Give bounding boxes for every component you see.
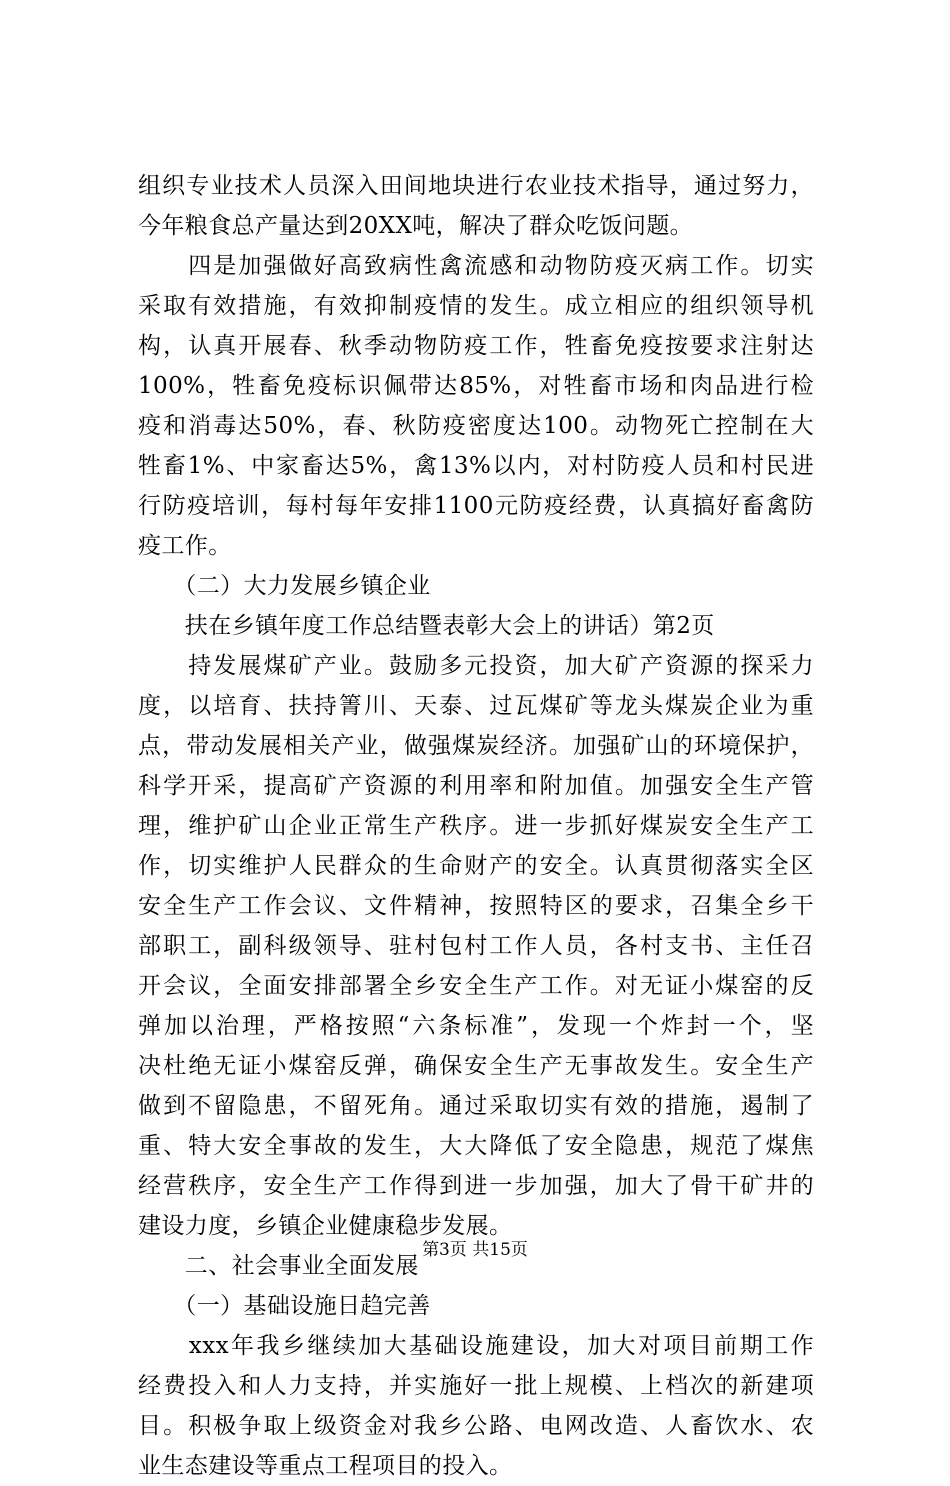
page-footer: 第3页 共15页 xyxy=(422,1240,528,1260)
text-line: 扶在乡镇年度工作总结暨表彰大会上的讲话）第2页 xyxy=(138,613,715,639)
text-line: 100%，牲畜免疫标识佩带达85%，对牲畜市场和肉品进行检 xyxy=(138,373,814,399)
text-line: 采取有效措施，有效抑制疫情的发生。成立相应的组织领导机 xyxy=(138,293,814,319)
text-line: 重、特大安全事故的发生，大大降低了安全隐患，规范了煤焦 xyxy=(138,1133,814,1159)
text-line: 安全生产工作会议、文件精神，按照特区的要求，召集全乡干 xyxy=(138,893,814,919)
text-line: 四是加强做好高致病性禽流感和动物防疫灭病工作。切实 xyxy=(138,253,814,279)
text-line: 弹加以治理，严格按照“六条标准”，发现一个炸封一个，坚 xyxy=(138,1013,814,1039)
text-line: 牲畜1%、中家畜达5%，禽13%以内，对村防疫人员和村民进 xyxy=(138,453,814,479)
text-line: 经费投入和人力支持，并实施好一批上规模、上档次的新建项 xyxy=(138,1373,814,1399)
text-line: 科学开采，提高矿产资源的利用率和附加值。加强安全生产管 xyxy=(138,773,814,799)
text-line: 部职工，副科级领导、驻村包村工作人员，各村支书、主任召 xyxy=(138,933,814,959)
text-line: （二）大力发展乡镇企业 xyxy=(138,573,431,599)
text-line: 业生态建设等重点工程项目的投入。 xyxy=(138,1453,513,1479)
text-line: 点，带动发展相关产业，做强煤炭经济。加强矿山的环境保护， xyxy=(138,733,814,759)
text-line: 持发展煤矿产业。鼓励多元投资，加大矿产资源的探采力 xyxy=(138,653,814,679)
text-line: 做到不留隐患，不留死角。通过采取切实有效的措施，遏制了 xyxy=(138,1093,814,1119)
text-line: 目。积极争取上级资金对我乡公路、电网改造、人畜饮水、农 xyxy=(138,1413,814,1439)
text-line: 组织专业技术人员深入田间地块进行农业技术指导，通过努力， xyxy=(138,173,814,199)
text-line: 开会议，全面安排部署全乡安全生产工作。对无证小煤窑的反 xyxy=(138,973,814,999)
text-line: 作，切实维护人民群众的生命财产的安全。认真贯彻落实全区 xyxy=(138,853,814,879)
text-line: 二、社会事业全面发展 xyxy=(138,1253,419,1279)
text-line: 决杜绝无证小煤窑反弹，确保安全生产无事故发生。安全生产 xyxy=(138,1053,814,1079)
text-line: 疫工作。 xyxy=(138,533,232,559)
text-line: 建设力度，乡镇企业健康稳步发展。 xyxy=(138,1213,513,1239)
text-line: 度，以培育、扶持箐川、天泰、过瓦煤矿等龙头煤炭企业为重 xyxy=(138,693,814,719)
text-line: xxx年我乡继续加大基础设施建设，加大对项目前期工作 xyxy=(138,1333,814,1359)
document-body xyxy=(138,166,814,1486)
text-line: 行防疫培训，每村每年安排1100元防疫经费，认真搞好畜禽防 xyxy=(138,493,814,519)
text-line: 经营秩序，安全生产工作得到进一步加强，加大了骨干矿井的 xyxy=(138,1173,814,1199)
text-line: 疫和消毒达50%，春、秋防疫密度达100。动物死亡控制在大 xyxy=(138,413,814,439)
text-line: 构，认真开展春、秋季动物防疫工作，牲畜免疫按要求注射达 xyxy=(138,333,814,359)
text-line: 理，维护矿山企业正常生产秩序。进一步抓好煤炭安全生产工 xyxy=(138,813,814,839)
text-line: 今年粮食总产量达到20XX吨，解决了群众吃饭问题。 xyxy=(138,213,694,239)
text-line: （一）基础设施日趋完善 xyxy=(138,1293,431,1319)
